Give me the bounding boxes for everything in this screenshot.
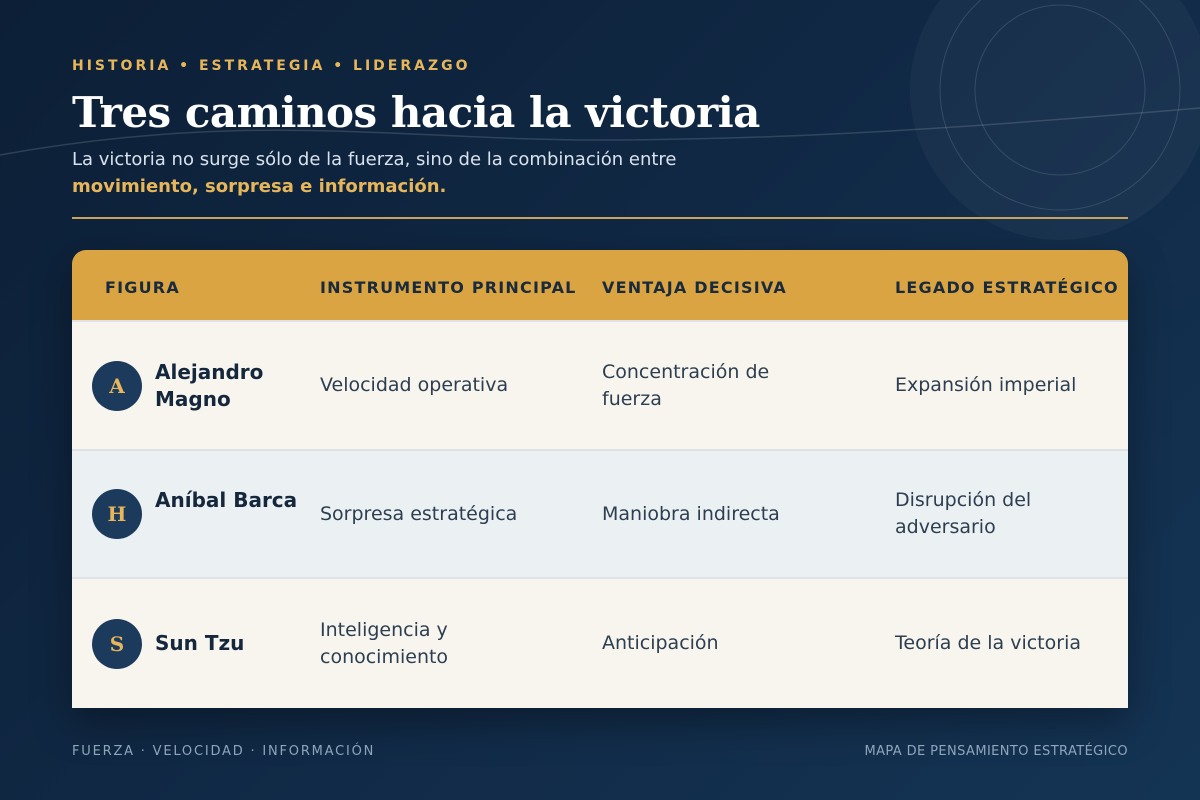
table-row <box>72 577 1128 708</box>
advantage-cell: Anticipación <box>602 632 719 654</box>
instrument-cell: Inteligencia y conocimiento <box>320 618 449 668</box>
strategy-table <box>72 250 1128 708</box>
divider <box>72 217 1128 219</box>
footer-tagline: FUERZA · VELOCIDAD · INFORMACIÓN <box>72 744 376 759</box>
avatar: H <box>92 489 142 539</box>
subtitle <box>72 146 772 200</box>
subtitle-text: La victoria no surge sólo de la fuerza, sino de la combinación entre <box>72 149 677 170</box>
column-header-ventaja: VENTAJA DECISIVA <box>602 278 787 297</box>
legacy-cell: Teoría de la victoria <box>895 632 1081 654</box>
column-header-figura: FIGURA <box>105 278 180 297</box>
table-header <box>72 250 1128 320</box>
legacy-cell: Disrupción del adversario <box>895 489 1032 538</box>
avatar: A <box>92 361 142 411</box>
kicker: HISTORIA • ESTRATEGIA • LIDERAZGO <box>72 58 471 74</box>
figure-name: Sun Tzu <box>155 631 245 655</box>
advantage-cell: Concentración de fuerza <box>602 360 770 410</box>
instrument-cell: Velocidad operativa <box>320 374 509 396</box>
figure-name: Aníbal Barca <box>155 488 298 512</box>
table-row <box>72 449 1128 577</box>
instrument-cell: Sorpresa estratégica <box>320 502 518 525</box>
page-title: Tres caminos hacia la victoria <box>72 88 760 137</box>
column-header-legado: LEGADO ESTRATÉGICO <box>895 278 1119 297</box>
subtitle-highlight: movimiento, sorpresa e información. <box>72 176 447 197</box>
avatar: S <box>92 619 142 669</box>
column-header-instrumento: INSTRUMENTO PRINCIPAL <box>320 278 577 297</box>
table-row <box>72 320 1128 449</box>
figure-name: Alejandro Magno <box>155 359 264 411</box>
footer-label: MAPA DE PENSAMIENTO ESTRATÉGICO <box>864 744 1128 759</box>
legacy-cell: Expansión imperial <box>895 374 1077 396</box>
advantage-cell: Maniobra indirecta <box>602 502 780 525</box>
